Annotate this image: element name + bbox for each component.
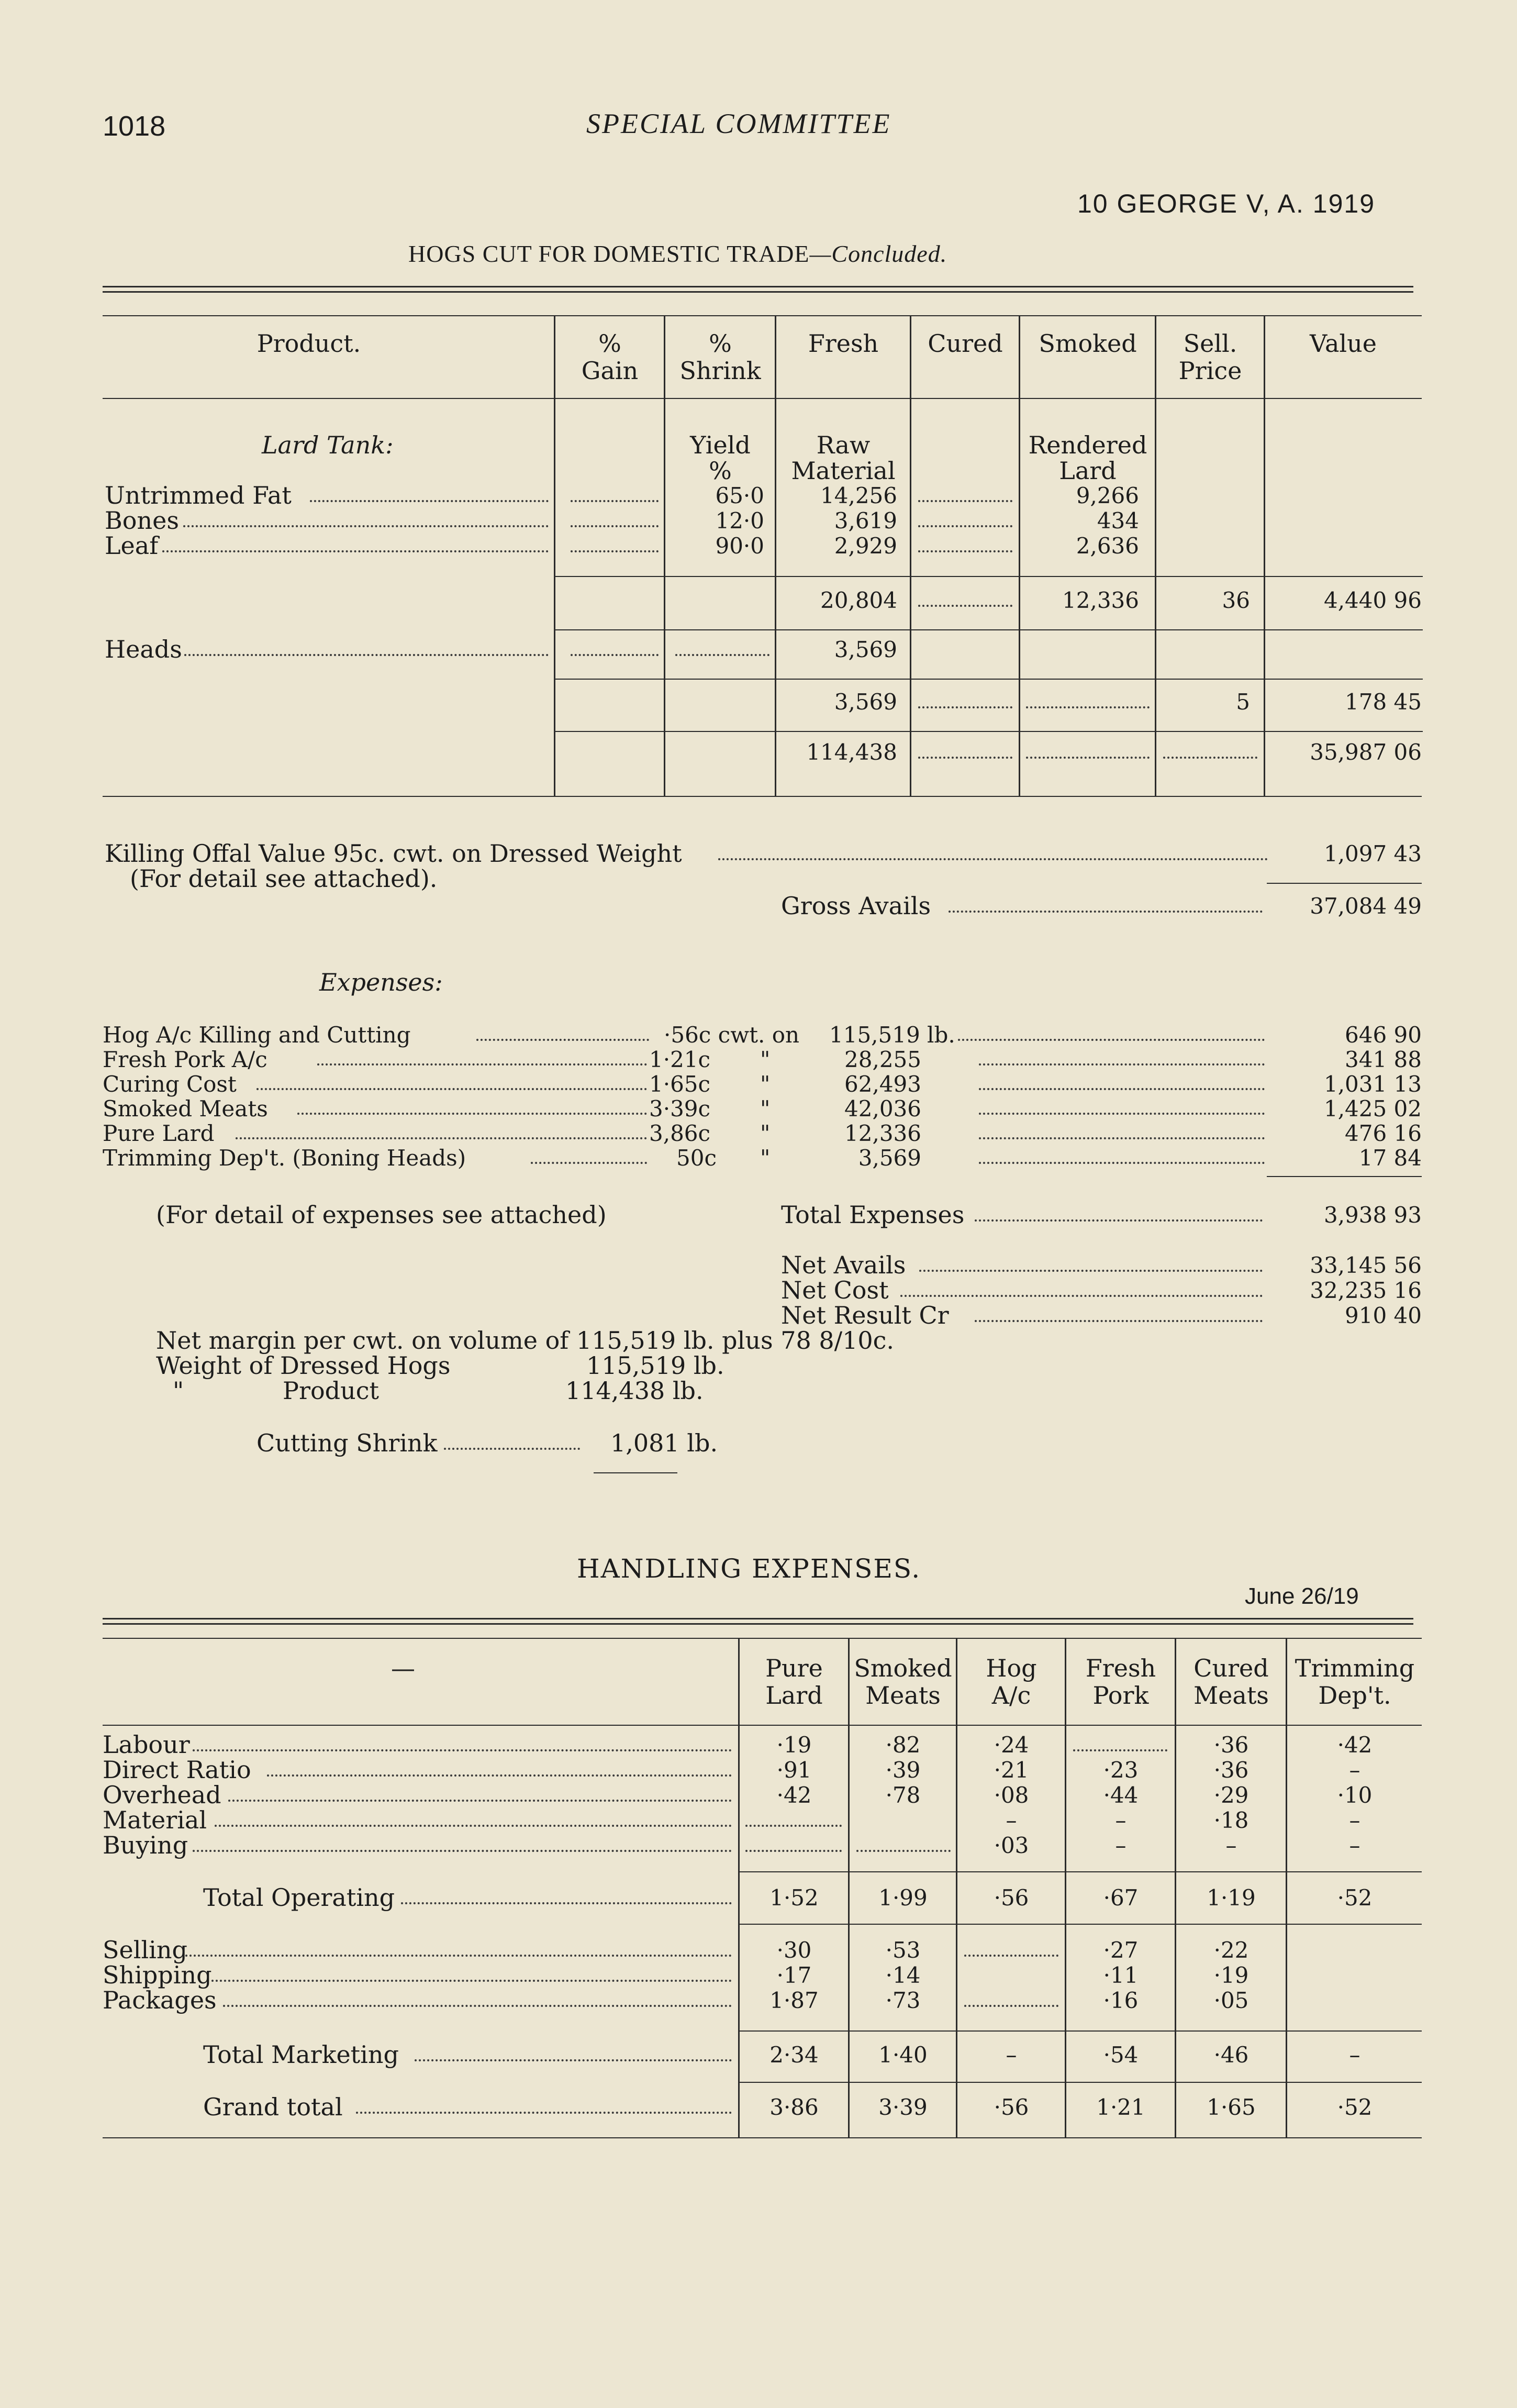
killing-offal-label: Killing Offal Value 95c. cwt. on Dressed Weight (105, 839, 682, 868)
leader-dots (267, 1774, 732, 1777)
cell-hog-ac: – (1006, 2042, 1017, 2068)
leader-dots (718, 858, 1268, 860)
leader-dots (979, 1162, 1265, 1164)
leader-dots (745, 1850, 842, 1852)
cell-pure-lard: ·91 (776, 1757, 812, 1783)
cell-pure-lard: 1·87 (769, 1988, 819, 2013)
expense-name: Pure Lard (103, 1120, 215, 1146)
leader-dots (918, 757, 1012, 759)
table1-subtotal-rule (554, 629, 1423, 630)
table2-bottom-rule (103, 2137, 1422, 2138)
leader-dots (918, 550, 1012, 552)
cell-cured-meats: ·22 (1213, 1937, 1249, 1963)
heads-label: Heads (105, 635, 182, 663)
row-label: Overhead (103, 1781, 221, 1809)
gross-avails-value: 37,084 49 (1310, 893, 1422, 919)
expense-qty: 12,336 (844, 1120, 921, 1146)
expense-amount: 1,031 13 (1323, 1071, 1422, 1097)
col-header-hog-ac: Hog A/c (986, 1654, 1037, 1710)
expense-ditto: " (760, 1120, 771, 1146)
sub-header-yield: Yield % (690, 431, 751, 485)
lard-total-smoked: 12,336 (1062, 587, 1139, 613)
col-header-value: Value (1310, 329, 1377, 358)
leader-dots (215, 1825, 732, 1827)
leader-dots (571, 654, 659, 656)
expense-rate: 1·65c (649, 1071, 711, 1097)
cell-hog-ac: – (1006, 1807, 1017, 1833)
row-shrink: 65·0 (715, 483, 764, 508)
cell-fresh-pork: – (1115, 1833, 1126, 1858)
cell-smoked-meats: 1·99 (878, 1885, 928, 1911)
leader-dots (162, 550, 549, 552)
weight-dressed-label: Weight of Dressed Hogs (156, 1351, 451, 1380)
expense-ditto: " (760, 1071, 771, 1097)
leader-dots (979, 1088, 1265, 1090)
expense-ditto: " (760, 1096, 771, 1122)
col-header-shrink: % Shrink (679, 329, 761, 385)
gross-avails-label: Gross Avails (781, 892, 931, 920)
expense-rate: ·56c cwt. on (664, 1022, 800, 1048)
cell-pure-lard: ·42 (776, 1782, 812, 1808)
expense-amount: 476 16 (1345, 1120, 1422, 1146)
cell-smoked-meats: ·82 (885, 1732, 921, 1758)
row-label: Material (103, 1806, 207, 1834)
expense-qty: 115,519 lb. (829, 1022, 955, 1048)
heads-total-value: 178 45 (1345, 689, 1422, 715)
cell-smoked-meats: ·14 (885, 1962, 921, 1988)
expense-ditto: " (760, 1145, 771, 1171)
col-header-fresh: Fresh (808, 329, 879, 358)
leader-dots (745, 1825, 842, 1827)
expense-name: Fresh Pork A/c (103, 1047, 267, 1072)
leader-dots (571, 525, 659, 527)
table2-header-top-rule (103, 1638, 1422, 1639)
row-product: Bones (105, 506, 179, 535)
total-expenses-rule (1267, 1176, 1422, 1177)
cell-pure-lard: 2·34 (769, 2042, 819, 2068)
lard-total-sell-price: 36 (1222, 587, 1250, 613)
expense-qty: 42,036 (844, 1096, 921, 1122)
product-ditto: " (173, 1377, 184, 1405)
leader-dots (228, 1800, 732, 1802)
cell-fresh-pork: ·23 (1103, 1757, 1139, 1783)
net-cost-value: 32,235 16 (1310, 1278, 1422, 1303)
cell-fresh-pork: ·44 (1103, 1782, 1139, 1808)
heads-total-sell-price: 5 (1236, 689, 1250, 715)
table2-top-rule-2 (103, 1623, 1413, 1625)
row-product: Leaf (105, 531, 159, 560)
cell-pure-lard: ·30 (776, 1937, 812, 1963)
row-fresh: 2,929 (834, 533, 897, 559)
cell-cured-meats: 1·19 (1207, 1885, 1256, 1911)
total-expenses-label: Total Expenses (781, 1201, 965, 1229)
leader-dots (856, 1850, 951, 1852)
col-header-smoked-meats: Smoked Meats (854, 1654, 952, 1710)
cell-cured-meats: ·05 (1213, 1988, 1249, 2013)
row-fresh: 14,256 (820, 483, 897, 508)
leader-dots (918, 605, 1012, 607)
leader-dots (918, 525, 1012, 527)
leader-dots (964, 2005, 1058, 2007)
leader-dots (919, 1270, 1263, 1272)
leader-dots (900, 1295, 1263, 1297)
cell-trimming-dept: ·52 (1337, 1885, 1373, 1911)
col-header-pure-lard: Pure Lard (765, 1654, 823, 1710)
cell-hog-ac: ·21 (994, 1757, 1029, 1783)
page-number: 1018 (103, 110, 166, 142)
leader-dots (256, 1088, 647, 1090)
cell-smoked-meats: ·39 (885, 1757, 921, 1783)
cell-pure-lard: ·19 (776, 1732, 812, 1758)
row-label: Shipping (103, 1961, 212, 1989)
section-title (408, 240, 947, 268)
col-header-fresh-pork: Fresh Pork (1085, 1654, 1156, 1710)
leader-dots (415, 2059, 732, 2061)
expense-rate: 50c (676, 1145, 717, 1171)
cell-hog-ac: ·56 (994, 1885, 1029, 1911)
cell-smoked-meats: ·53 (885, 1937, 921, 1963)
cutting-shrink-rule (594, 1472, 677, 1473)
leader-dots (185, 1955, 732, 1957)
expense-ditto: " (760, 1047, 771, 1072)
expense-amount: 1,425 02 (1323, 1096, 1422, 1122)
detail-note: (For detail see attached). (130, 864, 438, 893)
row-label: Direct Ratio (103, 1756, 251, 1784)
leader-dots (183, 525, 549, 527)
leader-dots (193, 1850, 732, 1852)
row-label: Total Operating (203, 1883, 395, 1912)
row-fresh: 3,619 (834, 508, 897, 534)
table1-header-bottom-rule (103, 398, 1422, 399)
cell-trimming-dept: – (1349, 1833, 1360, 1858)
cutting-shrink-label: Cutting Shrink (256, 1429, 438, 1457)
cell-smoked-meats: ·73 (885, 1988, 921, 2013)
expense-qty: 28,255 (844, 1047, 921, 1072)
cell-hog-ac: ·08 (994, 1782, 1029, 1808)
cell-cured-meats: ·36 (1213, 1757, 1249, 1783)
cell-hog-ac: ·56 (994, 2094, 1029, 2120)
table1-col-divider (554, 315, 555, 796)
leader-dots (401, 1902, 732, 1904)
handling-expenses-title: HANDLING EXPENSES. (577, 1553, 921, 1584)
net-margin-text: Net margin per cwt. on volume of 115,519 lb. plus 78 8/10c. (156, 1326, 895, 1355)
leader-dots (184, 654, 549, 656)
expense-amount: 17 84 (1358, 1145, 1422, 1171)
leader-dots (297, 1113, 647, 1115)
table2-header-bottom-rule (103, 1725, 1422, 1726)
row-label: Selling (103, 1936, 187, 1964)
expense-name: Curing Cost (103, 1071, 237, 1097)
section-title-text: HOGS CUT FOR DOMESTIC TRADE (408, 240, 810, 267)
leader-dots (571, 550, 659, 552)
leader-dots (356, 2112, 732, 2114)
cell-fresh-pork: ·16 (1103, 1988, 1139, 2013)
table2-corner-dash: — (391, 1654, 415, 1682)
leader-dots (949, 911, 1263, 913)
leader-dots (958, 1039, 1265, 1041)
cell-trimming-dept: ·52 (1337, 2094, 1373, 2120)
cell-cured-meats: 1·65 (1207, 2094, 1256, 2120)
expense-name: Trimming Dep't. (Boning Heads) (103, 1145, 466, 1171)
cell-cured-meats: ·36 (1213, 1732, 1249, 1758)
product-label: Product (283, 1377, 379, 1405)
cell-cured-meats: – (1225, 1833, 1237, 1858)
row-smoked: 2,636 (1076, 533, 1139, 559)
cell-cured-meats: ·46 (1213, 2042, 1249, 2068)
leader-dots (979, 1063, 1265, 1066)
leader-dots (918, 706, 1012, 708)
cell-hog-ac: ·03 (994, 1833, 1029, 1858)
expense-amount: 646 90 (1345, 1022, 1422, 1048)
expenses-detail-note: (For detail of expenses see attached) (156, 1201, 607, 1229)
expense-qty: 3,569 (858, 1145, 921, 1171)
lard-tank-label: Lard Tank: (262, 431, 394, 459)
leader-dots (1026, 757, 1150, 759)
row-shrink: 90·0 (715, 533, 764, 559)
table1-col-divider (910, 315, 911, 796)
table1-bottom-rule (103, 796, 1422, 797)
grand-total-fresh: 114,438 (806, 739, 897, 765)
cell-pure-lard: 1·52 (769, 1885, 819, 1911)
cell-trimming-dept: ·42 (1337, 1732, 1373, 1758)
session-label: 10 GEORGE V, A. 1919 (1077, 189, 1376, 218)
leader-dots (975, 1320, 1263, 1322)
expense-rate: 3,86c (649, 1120, 711, 1146)
expense-qty: 62,493 (844, 1071, 921, 1097)
leader-dots (1073, 1749, 1167, 1751)
leader-dots (223, 2005, 732, 2007)
row-smoked: 9,266 (1076, 483, 1139, 508)
leader-dots (1026, 706, 1150, 708)
leader-dots (975, 1219, 1263, 1222)
sub-header-raw-material: Raw Material (791, 431, 896, 485)
section-title-suffix: —Concluded. (809, 240, 947, 267)
expense-amount: 341 88 (1345, 1047, 1422, 1072)
leader-dots (317, 1063, 647, 1066)
table1-top-rule-2 (103, 291, 1413, 293)
row-label: Total Marketing (203, 2040, 399, 2069)
leader-dots (964, 1955, 1058, 1957)
cell-pure-lard: 3·86 (769, 2094, 819, 2120)
col-header-gain: % Gain (581, 329, 639, 385)
col-header-sell-price: Sell. Price (1178, 329, 1242, 385)
table1-subtotal-rule (554, 679, 1423, 680)
cell-trimming-dept: – (1349, 2042, 1360, 2068)
cutting-shrink-value: 1,081 lb. (610, 1429, 718, 1457)
leader-dots (918, 500, 1012, 502)
net-result-label: Net Result Cr (781, 1301, 949, 1329)
row-label: Labour (103, 1730, 190, 1759)
leader-dots (476, 1039, 649, 1041)
cell-fresh-pork: ·54 (1103, 2042, 1139, 2068)
row-smoked: 434 (1097, 508, 1139, 534)
leader-dots (675, 654, 769, 656)
leader-dots (531, 1162, 647, 1164)
cell-hog-ac: ·24 (994, 1732, 1029, 1758)
heads-total-fresh: 3,569 (834, 689, 897, 715)
table1-header-top-rule (103, 315, 1422, 316)
total-expenses-value: 3,938 93 (1323, 1202, 1422, 1228)
expenses-label: Expenses: (319, 968, 443, 996)
cell-cured-meats: ·19 (1213, 1962, 1249, 1988)
lard-total-fresh: 20,804 (820, 587, 897, 613)
cell-trimming-dept: – (1349, 1757, 1360, 1783)
leader-dots (236, 1137, 647, 1139)
sub-header-rendered-lard: Rendered Lard (1028, 431, 1147, 485)
table1-col-divider (1264, 315, 1265, 796)
lard-total-value: 4,440 96 (1323, 587, 1422, 613)
col-header-trimming-dept: Trimming Dep't. (1295, 1654, 1415, 1710)
leader-dots (211, 1980, 732, 1982)
cell-trimming-dept: ·10 (1337, 1782, 1373, 1808)
col-header-smoked: Smoked (1039, 329, 1137, 358)
cell-fresh-pork: 1·21 (1096, 2094, 1145, 2120)
heads-fresh: 3,569 (834, 637, 897, 662)
handling-expenses-date: June 26/19 (1245, 1583, 1359, 1609)
table2-subtotal-rule (738, 2030, 1422, 2032)
table1-subtotal-rule (554, 731, 1423, 732)
col-header-product: Product. (256, 329, 361, 358)
col-header-cured: Cured (928, 329, 1003, 358)
table2-subtotal-rule (738, 2082, 1422, 2083)
table2-subtotal-rule (738, 1871, 1422, 1872)
table2-top-rule (103, 1618, 1413, 1619)
cell-pure-lard: ·17 (776, 1962, 812, 1988)
col-header-cured-meats: Cured Meats (1193, 1654, 1269, 1710)
weight-dressed-value: 115,519 lb. (586, 1351, 724, 1380)
net-avails-label: Net Avails (781, 1251, 906, 1279)
net-result-value: 910 40 (1345, 1303, 1422, 1328)
cell-fresh-pork: ·67 (1103, 1885, 1139, 1911)
running-title: SPECIAL COMMITTEE (586, 108, 891, 139)
cell-fresh-pork: ·27 (1103, 1937, 1139, 1963)
cell-fresh-pork: – (1115, 1807, 1126, 1833)
cell-smoked-meats: ·78 (885, 1782, 921, 1808)
leader-dots (1163, 757, 1257, 759)
grand-total-value: 35,987 06 (1310, 739, 1422, 765)
leader-dots (193, 1749, 732, 1751)
leader-dots (444, 1448, 580, 1450)
table1-top-rule (103, 286, 1413, 287)
expense-rate: 3·39c (649, 1096, 711, 1122)
net-cost-label: Net Cost (781, 1276, 889, 1304)
cell-smoked-meats: 3·39 (878, 2094, 928, 2120)
cell-cured-meats: ·29 (1213, 1782, 1249, 1808)
cell-trimming-dept: – (1349, 1807, 1360, 1833)
table1-subtotal-rule (554, 576, 1423, 577)
cell-fresh-pork: ·11 (1103, 1962, 1139, 1988)
net-avails-value: 33,145 56 (1310, 1252, 1422, 1278)
expense-name: Smoked Meats (103, 1096, 268, 1122)
cell-cured-meats: ·18 (1213, 1807, 1249, 1833)
table2-subtotal-rule (738, 1924, 1422, 1925)
expense-name: Hog A/c Killing and Cutting (103, 1022, 411, 1048)
product-value: 114,438 lb. (565, 1377, 704, 1405)
row-product: Untrimmed Fat (105, 481, 292, 509)
gross-avails-rule (1267, 883, 1422, 884)
row-label: Buying (103, 1831, 188, 1859)
cell-smoked-meats: 1·40 (878, 2042, 928, 2068)
leader-dots (571, 500, 659, 502)
row-shrink: 12·0 (715, 508, 764, 534)
killing-offal-value: 1,097 43 (1323, 841, 1422, 867)
table1-col-divider (1155, 315, 1156, 796)
row-label: Grand total (203, 2093, 343, 2121)
leader-dots (979, 1113, 1265, 1115)
leader-dots (979, 1137, 1265, 1139)
row-label: Packages (103, 1986, 217, 2014)
leader-dots (310, 500, 549, 502)
expense-rate: 1·21c (649, 1047, 711, 1072)
